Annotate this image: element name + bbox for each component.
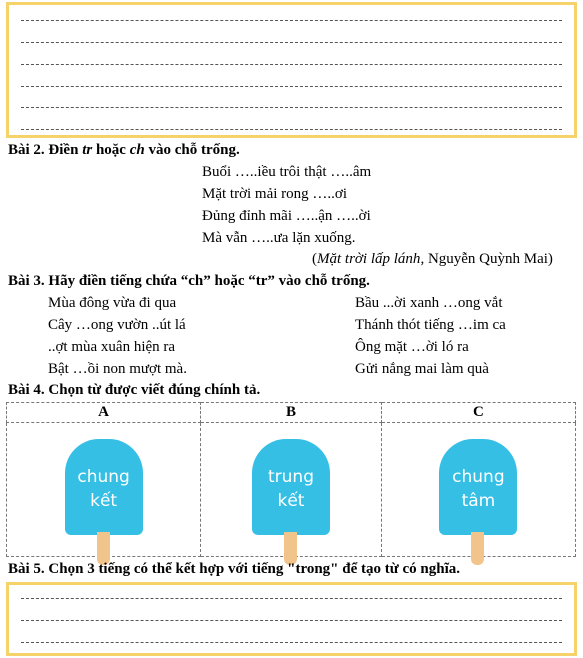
poem-line: Đủng đỉnh mãi …..ận …..ời — [202, 208, 371, 224]
popsicle-body — [65, 439, 143, 535]
answer-line[interactable] — [21, 86, 562, 87]
option-a-cell[interactable] — [7, 423, 201, 557]
bai3-left-line: ..ợt mùa xuân hiện ra — [48, 339, 176, 355]
popsicle-word-1: trung — [267, 467, 314, 487]
option-a-label: A — [7, 403, 201, 423]
popsicle-a[interactable] — [65, 439, 143, 567]
bai4-heading: Bài 4. Chọn từ được viết đúng chính tả. — [8, 382, 261, 398]
bai3-left-line: Bật …ồi non mượt mà. — [48, 361, 187, 377]
bai2-heading-text: vào chỗ trống. — [144, 142, 240, 158]
answer-line[interactable] — [21, 42, 562, 43]
bai3-right-line: Bầu ...ời xanh …ong vắt — [355, 295, 503, 311]
bai3-right-line: Ông mặt …ời ló ra — [355, 339, 469, 355]
source-paren: ( — [312, 251, 317, 267]
popsicle-stick — [471, 532, 484, 565]
answer-line[interactable] — [21, 642, 562, 643]
poem-line: Mà vẫn …..ưa lặn xuống. — [202, 230, 356, 246]
popsicle-word-2: tâm — [461, 491, 496, 511]
option-b-label: B — [201, 403, 382, 423]
bai2-heading-tr: tr — [82, 142, 93, 158]
answer-line[interactable] — [21, 129, 562, 130]
popsicle-word-1: chung — [452, 467, 505, 487]
answer-box-bottom — [6, 582, 577, 656]
bai3-left-line: Cây …ong vườn ..út lá — [48, 317, 186, 333]
answer-box-top — [6, 2, 577, 138]
answer-line[interactable] — [21, 620, 562, 621]
popsicle-body — [252, 439, 330, 535]
bai2-heading-ch: ch — [129, 142, 145, 158]
bai3-right-line: Thánh thót tiếng …im ca — [355, 317, 506, 333]
bai5-heading: Bài 5. Chọn 3 tiếng có thể kết hợp với tiếng "trong" để tạo từ có nghĩa. — [8, 561, 461, 577]
bai3-heading: Bài 3. Hãy điền tiếng chứa “ch” hoặc “tr” vào chỗ trống. — [8, 273, 370, 289]
poem-line: Buổi …..iều trôi thật …..âm — [202, 164, 372, 180]
answer-line[interactable] — [21, 598, 562, 599]
popsicle-body — [439, 439, 517, 535]
option-c-label: C — [381, 403, 575, 423]
source-title: Mặt trời lấp lánh — [317, 251, 421, 267]
poem-source — [312, 251, 553, 268]
bai2-heading-text: Bài 2. Điền — [8, 142, 83, 158]
answer-line[interactable] — [21, 107, 562, 108]
bai3-right-line: Gửi nắng mai làm quà — [355, 361, 489, 377]
popsicle-word-2: kết — [277, 491, 305, 511]
poem-line: Mặt trời mải rong …..ơi — [202, 186, 348, 202]
source-author: , Nguyễn Quỳnh Mai) — [420, 251, 553, 267]
bai2-heading — [8, 142, 240, 159]
bai4-options-table — [6, 402, 576, 557]
bai2-heading-text: hoặc — [92, 142, 130, 158]
answer-line[interactable] — [21, 20, 562, 21]
option-c-cell[interactable] — [381, 423, 575, 557]
popsicle-word-1: chung — [77, 467, 130, 487]
answer-line[interactable] — [21, 64, 562, 65]
popsicle-b[interactable] — [252, 439, 330, 567]
option-b-cell[interactable] — [201, 423, 382, 557]
bai3-left-line: Mùa đông vừa đi qua — [48, 295, 177, 311]
popsicle-word-2: kết — [90, 491, 118, 511]
popsicle-c[interactable] — [439, 439, 517, 567]
